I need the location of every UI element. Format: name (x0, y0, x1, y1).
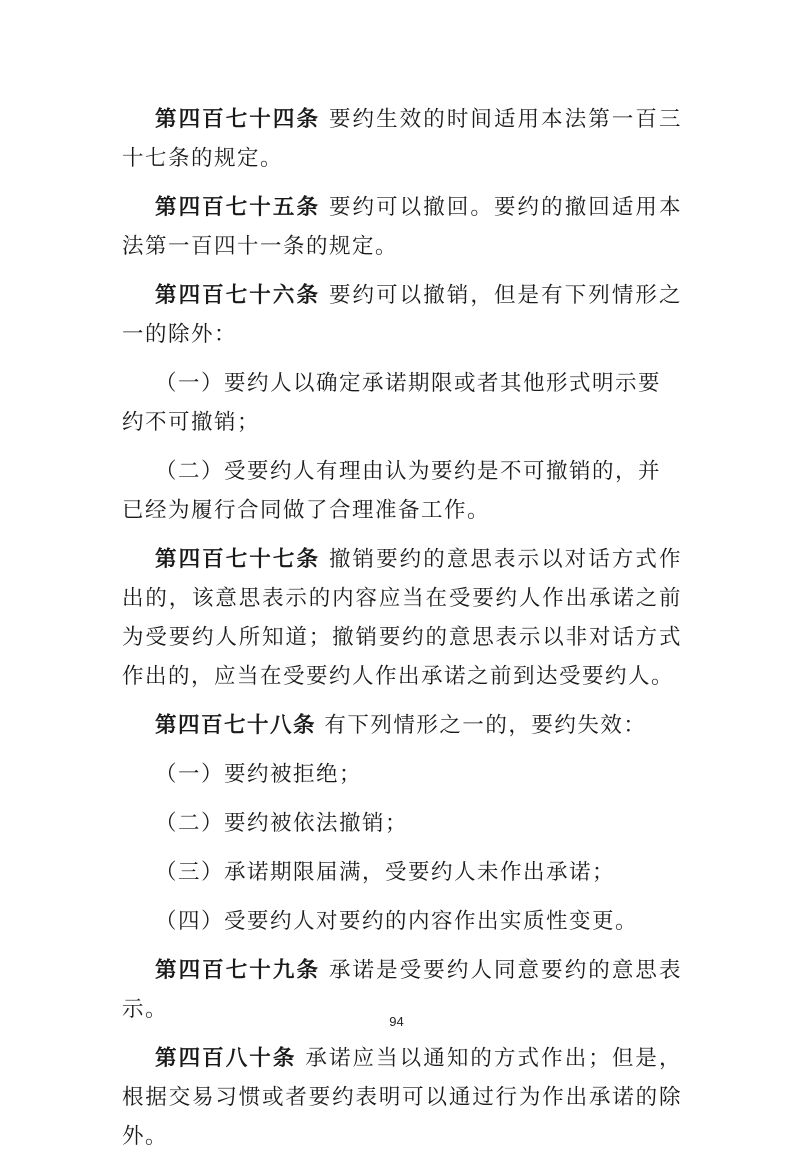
article-476-item-1: （一）要约人以确定承诺期限或者其他形式明示要约不可撤销； (122, 371, 662, 435)
article-number: 第四百八十条 (155, 1046, 297, 1071)
article-478 (122, 706, 682, 745)
article-number: 第四百七十六条 (155, 283, 321, 308)
article-478-item-3: （三）承诺期限届满，受要约人未作出承诺； (155, 860, 616, 885)
article-text: 有下列情形之一的，要约失效： (324, 713, 647, 738)
article-478-item-4: （四）受要约人对要约的内容作出实质性变更。 (155, 909, 639, 934)
article-text: 承诺是受要约人同意要约的意思表示。 (122, 958, 682, 1022)
article-476 (122, 276, 682, 354)
article-475 (122, 188, 682, 266)
article-476-item-2: （二）受要约人有理由认为要约是不可撤销的，并已经为履行合同做了合理准备工作。 (122, 459, 662, 523)
page-number: 94 (389, 1014, 404, 1029)
article-text: 要约生效的时间适用本法第一百三十七条的规定。 (122, 107, 682, 171)
article-text: 要约可以撤回。要约的撤回适用本法第一百四十一条的规定。 (122, 195, 682, 259)
article-474 (122, 100, 682, 178)
article-text: 要约可以撤销，但是有下列情形之一的除外： (122, 283, 682, 347)
article-text: 撤销要约的意思表示以对话方式作出的，该意思表示的内容应当在受要约人作出承诺之前为受要约人所知道；撤销要约的意思表示以非对话方式作出的，应当在受要约人作出承诺之前到达受要约人。 (122, 547, 682, 689)
article-number: 第四百七十八条 (155, 713, 317, 738)
article-number: 第四百七十四条 (155, 107, 321, 132)
article-478-item-1: （一）要约被拒绝； (155, 762, 363, 787)
article-number: 第四百七十九条 (155, 958, 321, 983)
article-478-item-2: （二）要约被依法撤销； (155, 811, 409, 836)
article-number: 第四百七十七条 (155, 547, 321, 572)
article-number: 第四百七十五条 (155, 195, 321, 220)
article-477 (122, 540, 682, 696)
article-text: 承诺应当以通知的方式作出；但是，根据交易习惯或者要约表明可以通过行为作出承诺的除外。 (122, 1046, 682, 1149)
article-480 (122, 1039, 682, 1156)
law-text-block (122, 100, 682, 1166)
